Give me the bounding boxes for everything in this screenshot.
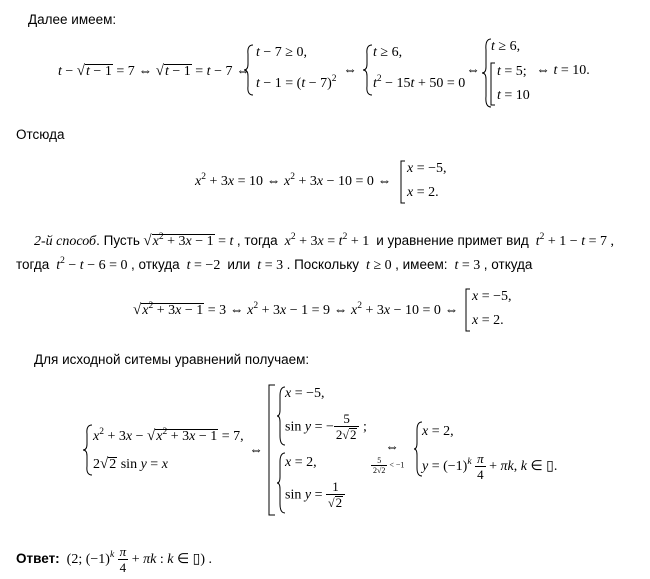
subsystem-a-line-2: sin y = − $\frac{5}{2√2}$ ; [285,411,367,442]
answer-line: Ответ: (2; $(-1)^k$ $\frac{\pi}{4}$ + πk : k ∈ ▯) . [16,544,212,575]
system-3-line-2: t = 5; [497,64,527,79]
method-2-line-1: 2-й способ. Пусть $√x^2 + 3x - 1 = t$ , тогда $x^2 + 3x = t^2 + 1$ и уравнение примет вид $t^2 + 1 - t = 7$ , [34,232,614,249]
and-eq-text: и уравнение примет вид [376,233,529,248]
system-intro-text: Для исходной ситемы уравнений получаем: [34,352,310,367]
final-system-line-2: $y = (-1)^k$ $\frac{\pi}{4}$ + πk, k ∈ ▯. [422,451,558,482]
method-text: . Пусть [96,233,140,248]
system-2-line-1: t ≥ 6, [373,45,403,60]
union-bracket-1 [490,62,496,106]
whence-text: , откуда [130,257,180,272]
orig-system-line-1: $x^2 + 3x - √x^2 + 3x - 1 = 7$, [93,427,244,444]
final-system-line-1: x = 2, [422,424,454,439]
hence-text: Отсюда [16,127,65,142]
equation-chain-3: $√x^2 + 3x - 1 = 3$ ⇔ $x^2 + 3x - 1 = 9$ ⇔ $x^2 + 3x - 10 = 0$ ⇔ [133,301,459,318]
or-text: или [227,257,251,272]
equiv-arrow: ⇔ [343,63,357,78]
orig-system-line-2: 2√2 sin y = x [93,456,168,472]
intro-text: Далее имеем: [28,12,117,27]
system-2-line-2: $t^2 - 15t + 50 = 0$ [373,74,466,91]
equation-chain-1: t − √t − 1 = 7 ⇔ √t − 1 = t − 7 ⇔ [58,63,250,79]
since-text: . Поскольку [286,257,360,272]
root-line-4: x = 2. [472,313,504,328]
union-bracket-4 [268,384,276,516]
answer-label: Ответ: [16,551,60,567]
equiv-arrow: ⇔ [385,440,399,455]
equiv-arrow: ⇔ [466,63,480,78]
union-bracket-2 [400,160,406,204]
system-3-line-3: t = 10 [497,88,530,103]
we-have-text: , имеем: [395,257,448,272]
system-1-line-2: $t - 1 = (t - 7)^2$ [256,74,337,91]
system-brace-1 [243,44,255,96]
equiv-arrow: ⇔ [249,443,263,458]
subsystem-a-line-1: x = −5, [285,386,325,401]
method-label: 2-й способ [34,234,97,249]
then-text: , тогда [236,233,278,248]
subsystem-b-line-2: sin y = $\frac{1}{√2}$ [285,480,345,511]
root-line-3: x = −5, [472,289,512,304]
then-text-2: тогда [16,257,50,272]
system-3-line-1: t ≥ 6, [491,39,521,54]
root-line-1: x = −5, [407,161,447,176]
equation-chain-2: $x^2 + 3x = 10$ ⇔ $x^2 + 3x - 10 = 0$ ⇔ [195,172,392,189]
equiv-result: ⇔ t = 10. [536,63,590,78]
whence-text-2: , откуда [483,257,533,272]
method-2-line-2: тогда $t^2 - t - 6 = 0$ , откуда t = −2 или t = 3 . Поскольку t ≥ 0 , имеем: t = 3 , откуда [16,256,533,273]
subsystem-b-line-1: x = 2, [285,455,317,470]
system-1-line-1: t − 7 ≥ 0, [256,45,307,60]
union-bracket-3 [465,288,471,332]
root-line-2: x = 2. [407,185,439,200]
arrow-condition: $\frac{5}{2√2}$ < −1 [373,456,405,475]
